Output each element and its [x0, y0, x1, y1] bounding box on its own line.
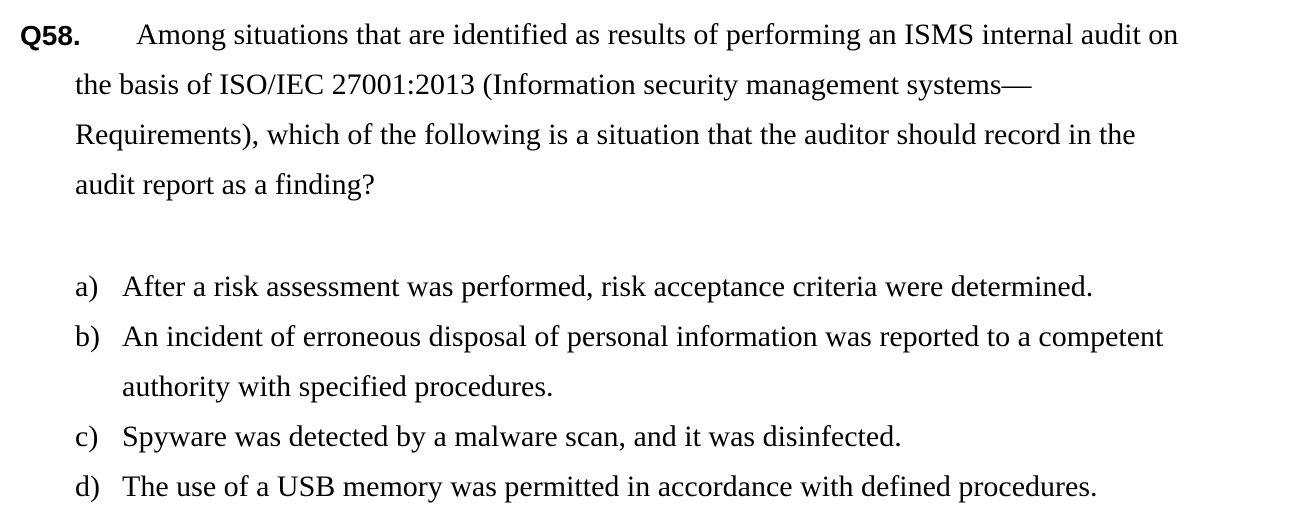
option-text: An incident of erroneous disposal of personal information was reported to a competent	[122, 320, 1164, 353]
stem-line: Requirements), which of the following is a situation that the auditor should record in the	[75, 118, 1136, 151]
option-text: The use of a USB memory was permitted in accordance with defined procedures.	[122, 470, 1098, 503]
option-text: After a risk assessment was performed, risk acceptance criteria were determined.	[122, 270, 1094, 303]
question-number: Q58.	[20, 20, 81, 51]
option-letter: c)	[75, 420, 99, 453]
stem-line: audit report as a finding?	[75, 168, 375, 201]
option-text: Spyware was detected by a malware scan, and it was disinfected.	[122, 420, 902, 453]
stem-line: Among situations that are identified as results of performing an ISMS internal audit on	[136, 18, 1179, 51]
option-letter: d)	[75, 470, 100, 503]
option-letter: a)	[75, 270, 99, 303]
option-text: authority with specified procedures.	[122, 370, 554, 403]
option-letter: b)	[75, 320, 100, 353]
stem-line: the basis of ISO/IEC 27001:2013 (Information security management systems—	[75, 68, 1032, 101]
